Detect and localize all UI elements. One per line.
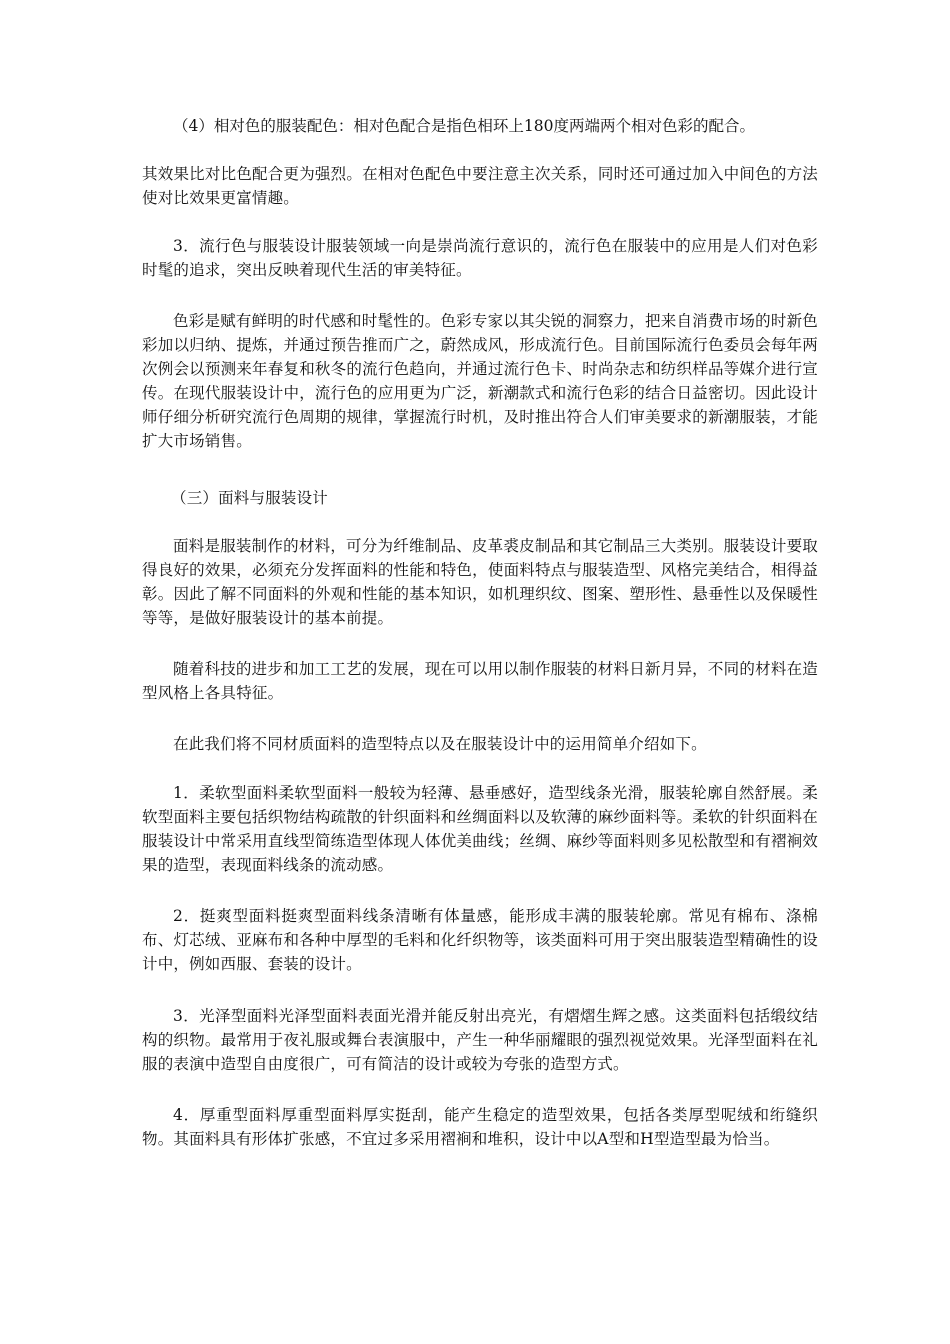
paragraph-introduction: 在此我们将不同材质面料的造型特点以及在服装设计中的运用简单介绍如下。 (173, 735, 707, 753)
paragraph-heavy-fabric: 4．厚重型面料厚重型面料厚实挺刮，能产生稳定的造型效果，包括各类厚型呢绒和绗缝织物。其面料具有形体扩张感，不宜过多采用褶裥和堆积，设计中以A型和H型造型最为恰当。 (142, 1106, 818, 1148)
paragraph-crisp-fabric: 2．挺爽型面料挺爽型面料线条清晰有体量感，能形成丰满的服装轮廓。常见有棉布、涤棉布、灯芯绒、亚麻布和各种中厚型的毛料和化纤织物等，该类面料可用于突出服装造型精确性的设计中，例如西服、套装的设计。 (142, 907, 818, 973)
paragraph-trend-color-body: 色彩是赋有鲜明的时代感和时髦性的。色彩专家以其尖锐的洞察力，把来自消费市场的时新色彩加以归纳、提炼，并通过预告推而广之，蔚然成风，形成流行色。目前国际流行色委员会每年两次例会以预测来年春复和秋冬的流行色趋向，并通过流行色卡、时尚杂志和纺织样品等媒介进行宣传。在现代服装设计中，流行色的应用更为广泛，新潮款式和流行色彩的结合日益密切。因此设计师仔细分析研究流行色周期的规律，掌握流行时机，及时推出符合人们审美要求的新潮服装，才能扩大市场销售。 (142, 312, 818, 450)
paragraph-fabric-intro: 面料是服装制作的材料，可分为纤维制品、皮革裘皮制品和其它制品三大类别。服装设计要取得良好的效果，必须充分发挥面料的性能和特色，使面料特点与服装造型、风格完美结合，相得益彰。因此了解不同面料的外观和性能的基本知识，如机理织纹、图案、塑形性、悬垂性以及保暖性等等，是做好服装设计的基本前提。 (142, 537, 818, 627)
section-heading-fabric: （三）面料与服装设计 (171, 489, 329, 507)
paragraph-relative-color: （4）相对色的服装配色：相对色配合是指色相环上180度两端两个相对色彩的配合。 (173, 117, 755, 135)
paragraph-glossy-fabric: 3．光泽型面料光泽型面料表面光滑并能反射出亮光，有熠熠生辉之感。这类面料包括缎纹结构的织物。最常用于夜礼服或舞台表演服中，产生一种华丽耀眼的强烈视觉效果。光泽型面料在礼服的表演中造型自由度很广，可有简洁的设计或较为夸张的造型方式。 (142, 1007, 818, 1073)
paragraph-relative-color-effect: 其效果比对比色配合更为强烈。在相对色配色中要注意主次关系，同时还可通过加入中间色的方法使对比效果更富情趣。 (142, 165, 818, 207)
paragraph-technology: 随着科技的进步和加工工艺的发展，现在可以用以制作服装的材料日新月异，不同的材料在造型风格上各具特征。 (142, 660, 818, 702)
paragraph-trend-color-heading: 3．流行色与服装设计服装领域一向是崇尚流行意识的，流行色在服装中的应用是人们对色彩时髦的追求，突出反映着现代生活的审美特征。 (142, 237, 818, 279)
paragraph-soft-fabric: 1．柔软型面料柔软型面料一般较为轻薄、悬垂感好，造型线条光滑，服装轮廓自然舒展。柔软型面料主要包括织物结构疏散的针织面料和丝绸面料以及软薄的麻纱面料等。柔软的针织面料在服装设计中常采用直线型简练造型体现人体优美曲线；丝绸、麻纱等面料则多见松散型和有褶裥效果的造型，表现面料线条的流动感。 (142, 784, 818, 874)
